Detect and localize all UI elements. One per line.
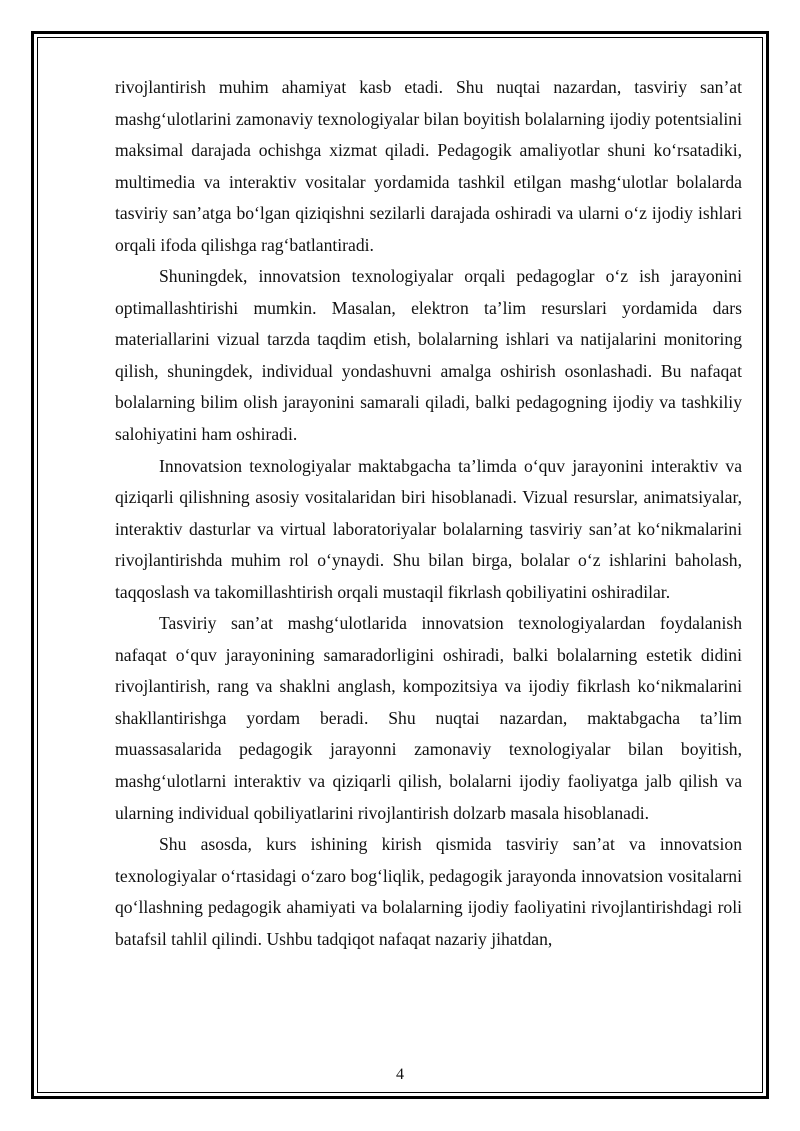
document-body	[115, 72, 742, 955]
paragraph-4: Tasviriy san’at mashg‘ulotlarida innovatsion texnologiyalardan foydalanish nafaqat o‘quv jarayonining samaradorligini oshiradi, balki bolalarning estetik didini rivojlantirish, rang va shaklni anglash, kompozitsiya va ijodiy fikrlash ko‘nikmalarini shakllantirishga yordam beradi. Shu nuqtai nazardan, maktabgacha ta’lim muassasalarida pedagogik jarayonni zamonaviy texnologiyalar bilan boyitish, mashg‘ulotlarni interaktiv va qiziqarli qilish, bolalarni ijodiy faoliyatga jalb qilish va ularning individual qobiliyatlarini rivojlantirish dolzarb masala hisoblanadi.	[115, 613, 742, 823]
paragraph-2: Shuningdek, innovatsion texnologiyalar orqali pedagoglar o‘z ish jarayonini optimallashtirishi mumkin. Masalan, elektron ta’lim resurslari yordamida dars materiallarini vizual tarzda taqdim etish, bolalarning ishlari va natijalarini monitoring qilish, shuningdek, individual yondashuvni amalga oshirish osonlashadi. Bu nafaqat bolalarning bilim olish jarayonini samarali qiladi, balki pedagogning ijodiy va tashkiliy salohiyatini ham oshiradi.	[115, 266, 742, 445]
paragraph-1: rivojlantirish muhim ahamiyat kasb etadi. Shu nuqtai nazardan, tasviriy san’at mashg‘ulotlarini zamonaviy texnologiyalar bilan boyitish bolalarning ijodiy potentsialini maksimal darajada ochishga xizmat qiladi. Pedagogik amaliyotlar shuni ko‘rsatadiki, multimedia va interaktiv vositalar yordamida tashkil etilgan mashg‘ulotlar bolalarda tasviriy san’atga bo‘lgan qiziqishni sezilarli darajada oshiradi va ularni o‘z ijodiy ishlari orqali ifoda qilishga rag‘batlantiradi.	[115, 77, 742, 255]
paragraph-5: Shu asosda, kurs ishining kirish qismida tasviriy san’at va innovatsion texnologiyalar o‘rtasidagi o‘zaro bog‘liqlik, pedagogik jarayonda innovatsion vositalarni qo‘llashning pedagogik ahamiyati va bolalarning ijodiy faoliyatini rivojlantirishdagi roli batafsil tahlil qilindi. Ushbu tadqiqot nafaqat nazariy jihatdan,	[115, 834, 742, 949]
page-number: 4	[396, 1066, 404, 1083]
paragraph-3: Innovatsion texnologiyalar maktabgacha ta’limda o‘quv jarayonini interaktiv va qiziqarli qilishning asosiy vositalaridan biri hisoblanadi. Vizual resurslar, animatsiyalar, interaktiv dasturlar va virtual laboratoriyalar bolalarning tasviriy san’at ko‘nikmalarini rivojlantirishda muhim rol o‘ynaydi. Shu bilan birga, bolalar o‘z ishlarini baholash, taqqoslash va takomillashtirish orqali mustaqil fikrlash qobiliyatini oshiradilar.	[115, 455, 742, 602]
